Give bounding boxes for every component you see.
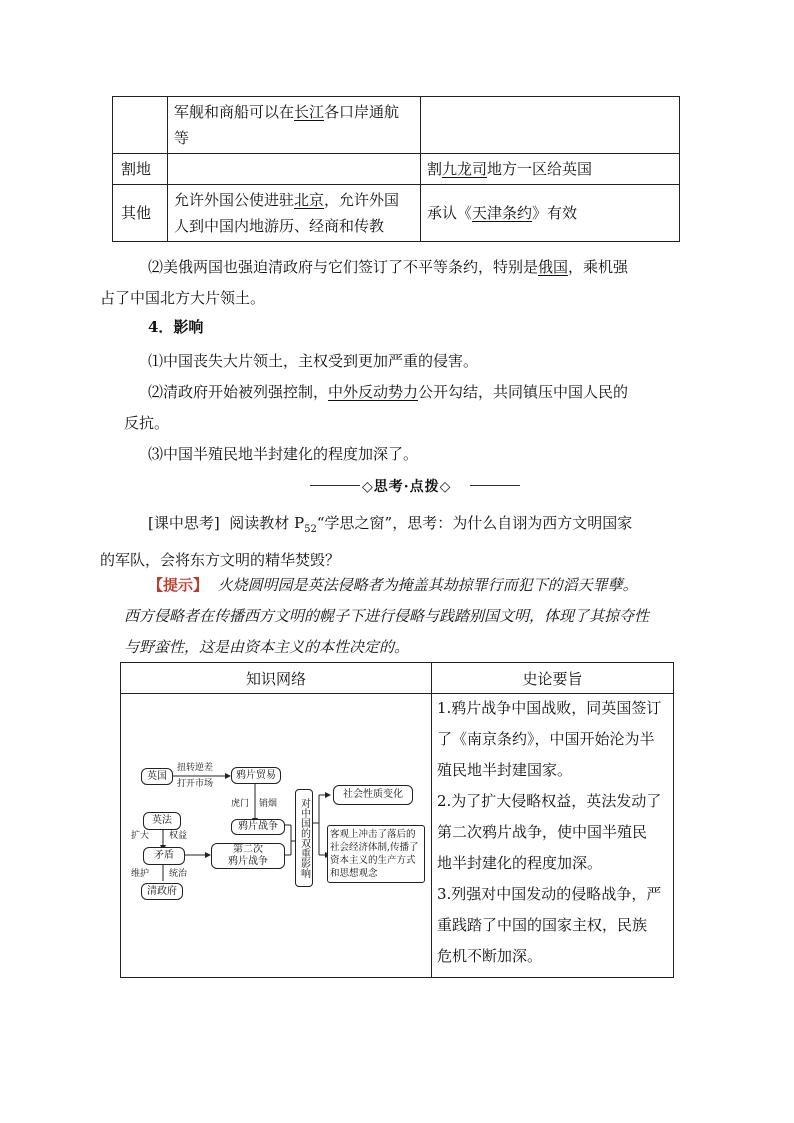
cell-text: 军舰和商船可以在: [174, 103, 295, 121]
knowledge-diagram: [121, 693, 431, 977]
table-cell: [421, 97, 680, 154]
label-open-market: 打开市场: [177, 779, 214, 789]
section-heading: 4．影响: [148, 318, 204, 336]
cell-text: 》有效: [532, 204, 578, 222]
table-cell: [168, 185, 421, 242]
label-humen: 虎门: [231, 799, 250, 809]
hint-text: 与野蛮性，这是由资本主义的本性决定的。: [124, 638, 410, 656]
effect-1: ⑴中国丧失大片领土，主权受到更加严重的侵害。: [148, 352, 479, 370]
label-rights: 权益: [169, 831, 188, 841]
cell-text: 各口岸通航: [324, 103, 400, 121]
para-text: 的军队，会将东方文明的精华焚毁？: [100, 551, 341, 569]
row-label: [113, 97, 168, 154]
treaty-table: [112, 96, 680, 242]
label-rule: 统治: [169, 869, 188, 879]
para-text: “学思之窗”，思考：为什么自诩为西方文明国家: [316, 514, 633, 532]
node-second-opium-war: [211, 843, 285, 869]
effect-3: ⑶中国半殖民地半封建化的程度加深了。: [148, 445, 419, 463]
node-text: 第二次: [233, 844, 263, 855]
para-text: 反抗。: [124, 414, 170, 432]
cell-text: 等: [174, 129, 190, 147]
header-knowledge-network: 知识网络: [245, 670, 306, 688]
node-britain-france: 英法: [143, 812, 181, 830]
para-text: 阅读教材 P: [229, 514, 305, 532]
label-expand: 扩大: [131, 831, 150, 841]
node-britain: 英国: [141, 768, 173, 785]
node-opium-war: 鸦片战争: [231, 819, 285, 835]
hint-text: 火烧圆明园是英法侵略者为掩盖其劫掠罪行而犯下的滔天罪孽。: [217, 576, 638, 594]
table-cell: [421, 185, 680, 242]
divider: [310, 485, 360, 486]
cell-text: 允许外国公使进驻: [174, 191, 295, 209]
table-cell: [168, 154, 421, 185]
question-tag: [课中思考]: [148, 514, 220, 532]
page-subscript: 52: [304, 524, 317, 535]
para-text: 占了中国北方大片领土。: [100, 289, 266, 307]
hint-label: 【提示】: [148, 576, 209, 594]
point-line: 1.鸦片战争中国战败，同英国签订: [437, 699, 662, 717]
label-destroy-opium: 销烟: [259, 799, 278, 809]
node-opium-trade: 鸦片贸易: [231, 767, 281, 784]
node-text: 鸦片战争: [228, 856, 268, 867]
hint-paragraph: [124, 570, 684, 663]
think-title: ◇思考·点拨◇: [362, 479, 452, 495]
point-line: 第二次鸦片战争，使中国半殖民: [437, 823, 648, 841]
node-contradiction: 矛盾: [143, 847, 185, 865]
label-maintain: 维护: [131, 869, 150, 879]
para-text: 公开勾结，共同镇压中国人民的: [418, 383, 629, 401]
cell-text: 人到中国内地游历、经商和传教: [174, 217, 385, 235]
node-qing-government: 清政府: [141, 883, 183, 900]
underlined-term: 九龙司: [442, 160, 488, 178]
para-text: ⑵清政府开始被列强控制，: [148, 383, 329, 401]
point-line: 3.列强对中国发动的侵略战争，严: [437, 885, 662, 903]
effect-2: [124, 377, 684, 439]
divider: [470, 485, 520, 486]
label-reverse: 扭转逆差: [177, 763, 214, 773]
point-line: 了《南京条约》，中国开始沦为半: [437, 730, 655, 748]
question-paragraph: [100, 508, 684, 576]
key-points-text: [437, 693, 669, 972]
node-social-change: 社会性质变化: [333, 785, 413, 805]
underlined-term: 天津条约: [472, 204, 533, 222]
underlined-term: 俄国: [538, 258, 569, 276]
para-text: ，乘机强: [568, 258, 629, 276]
cell-text: 地方一区给英国: [487, 160, 593, 178]
node-objective-impact: 客观上冲击了落后的社会经济体制,传播了资本主义的生产方式和思想观念: [327, 825, 425, 883]
table-cell: [168, 97, 421, 154]
header-key-points: 史论要旨: [522, 670, 583, 688]
underlined-term: 长江: [294, 103, 325, 121]
table-row: [113, 185, 680, 242]
table-cell: [421, 154, 680, 185]
point-line: 地半封建化的程度加深。: [437, 854, 603, 872]
node-dual-impact: 对中国的双重影响: [295, 789, 313, 887]
think-section-bar: [310, 476, 520, 496]
cell-text: 承认《: [427, 204, 473, 222]
underlined-term: 北京: [294, 191, 325, 209]
point-line: 重践踏了中国的国家主权，民族: [437, 916, 648, 934]
cell-text: ，允许外国: [324, 191, 400, 209]
point-line: 危机不断加深。: [437, 947, 543, 965]
table-row: [113, 97, 680, 154]
row-label: 割地: [113, 154, 168, 185]
point-line: 2.为了扩大侵略权益，英法发动了: [437, 792, 662, 810]
row-label: 其他: [113, 185, 168, 242]
para-text: ⑵美俄两国也强迫清政府与它们签订了不平等条约，特别是: [148, 258, 539, 276]
paragraph-russia: [100, 252, 684, 314]
point-line: 殖民地半封建国家。: [437, 761, 573, 779]
summary-table: [120, 662, 674, 978]
cell-text: 割: [427, 160, 443, 178]
underlined-term: 中外反动势力: [328, 383, 419, 401]
column-divider: [431, 663, 432, 977]
table-row: [113, 154, 680, 185]
hint-text: 西方侵略者在传播西方文明的幌子下进行侵略与践踏别国文明，体现了其掠夺性: [124, 607, 650, 625]
